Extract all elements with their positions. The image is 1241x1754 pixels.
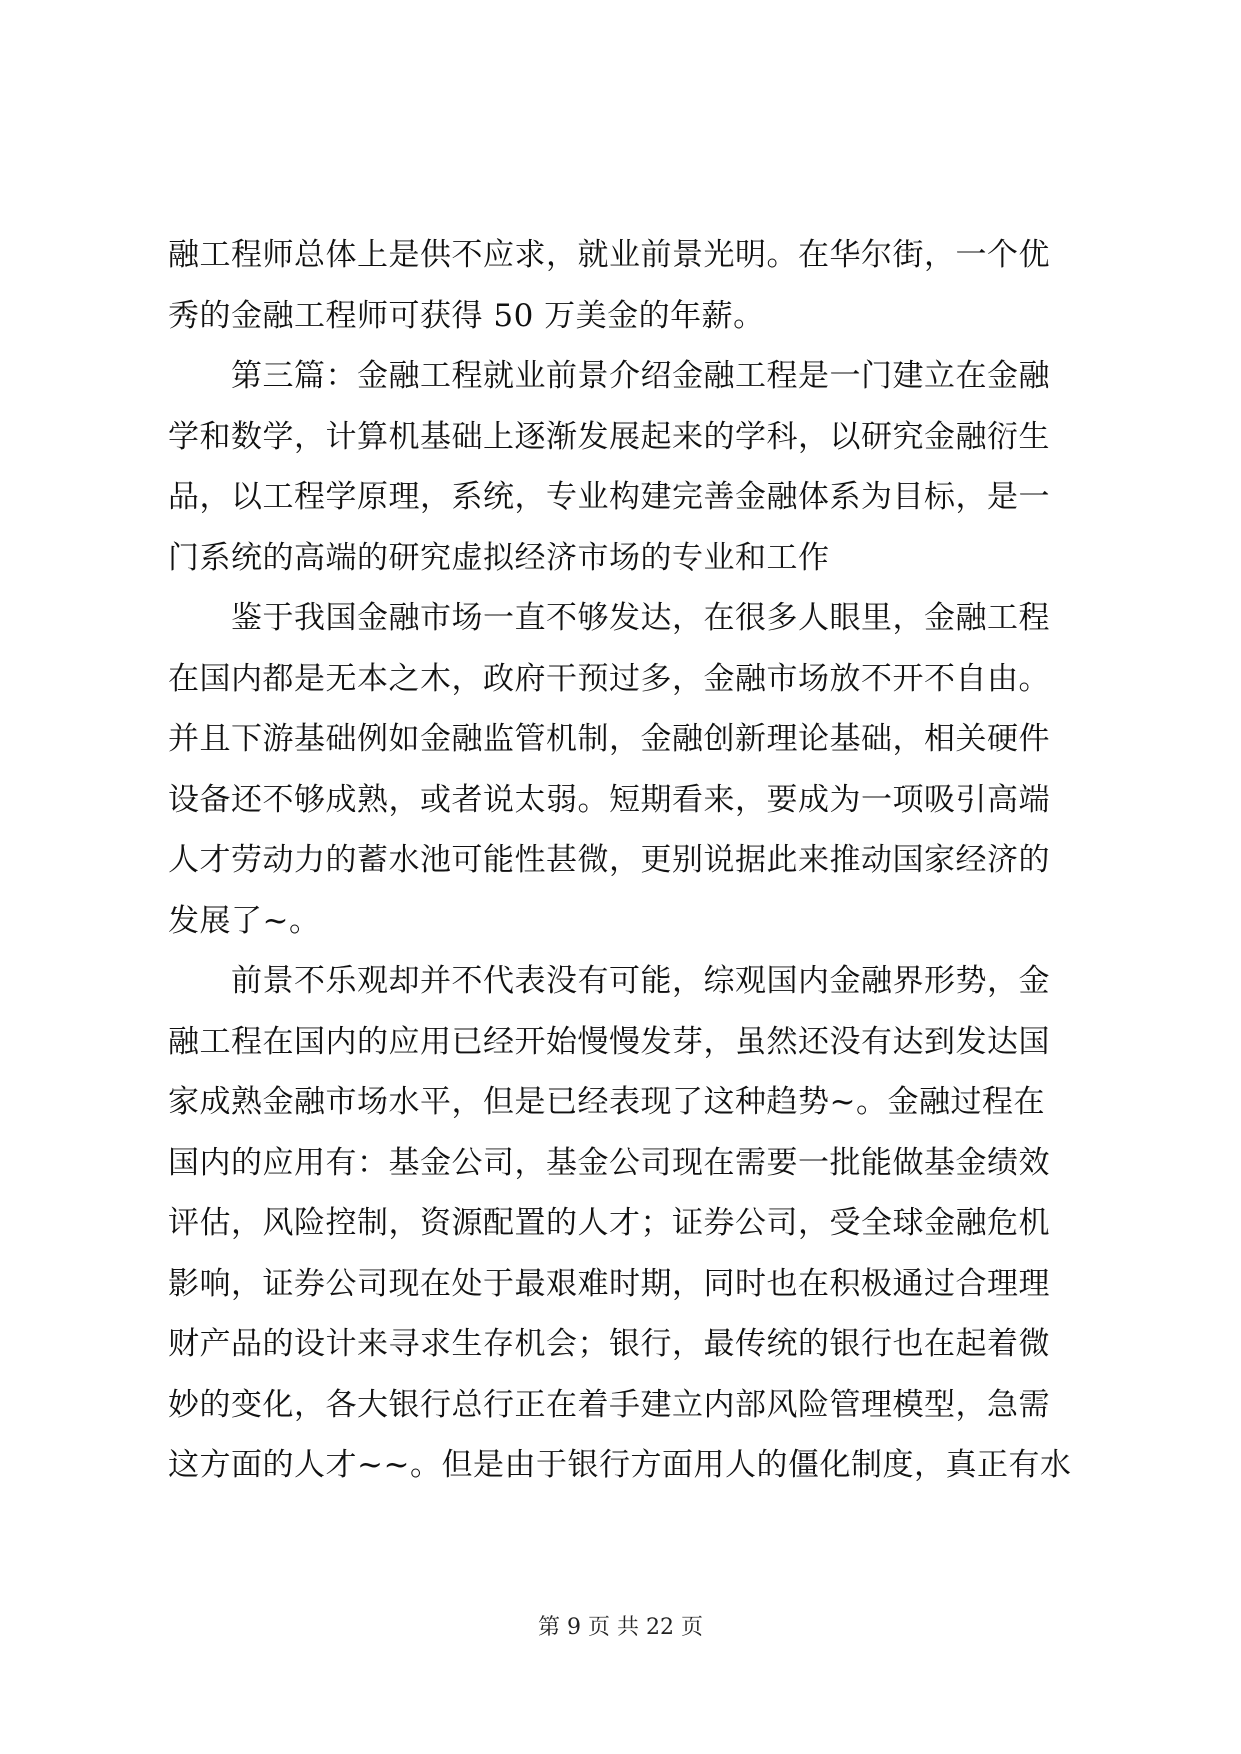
text-line: 这方面的人才~~。但是由于银行方面用人的僵化制度，真正有水: [168, 1447, 1072, 1483]
body-text: [168, 225, 1088, 1496]
text-line: 人才劳动力的蓄水池可能性甚微，更别说据此来推动国家经济的: [168, 842, 1050, 878]
text-line: 门系统的高端的研究虚拟经济市场的专业和工作: [168, 539, 830, 576]
text-line: 设备还不够成熟，或者说太弱。短期看来，要成为一项吸引高端: [168, 781, 1050, 818]
text-line: 妙的变化，各大银行总行正在着手建立内部风险管理模型，急需: [168, 1386, 1050, 1423]
text-line: 融工程在国内的应用已经开始慢慢发芽，虽然还没有达到发达国: [168, 1023, 1050, 1060]
text-line: 家成熟金融市场水平，但是已经表现了这种趋势~。金融过程在: [168, 1084, 1045, 1120]
text-line: 秀的金融工程师可获得 50 万美金的年薪。: [168, 297, 765, 334]
text-line: 前景不乐观却并不代表没有可能，综观国内金融界形势，金: [168, 963, 1050, 999]
text-line: 融工程师总体上是供不应求，就业前景光明。在华尔街，一个优: [168, 237, 1050, 273]
page-footer: [0, 1613, 1241, 1643]
text-line: 在国内都是无本之木，政府干预过多，金融市场放不开不自由。: [168, 660, 1050, 697]
text-line: 国内的应用有：基金公司，基金公司现在需要一批能做基金绩效: [168, 1144, 1050, 1181]
text-line: 鉴于我国金融市场一直不够发达，在很多人眼里，金融工程: [168, 600, 1050, 636]
text-line: 评估，风险控制，资源配置的人才；证券公司，受全球金融危机: [168, 1205, 1050, 1241]
text-line: 财产品的设计来寻求生存机会；银行，最传统的银行也在起着微: [168, 1326, 1050, 1362]
text-line: 发展了~。: [168, 902, 321, 939]
text-line: 影响，证券公司现在处于最艰难时期，同时也在积极通过合理理: [168, 1265, 1050, 1302]
text-line: 学和数学，计算机基础上逐渐发展起来的学科，以研究金融衍生: [168, 418, 1050, 455]
page-number-label: 第 9 页 共 22 页: [538, 1615, 703, 1640]
text-line: 并且下游基础例如金融监管机制，金融创新理论基础，相关硬件: [168, 721, 1050, 757]
text-line: 品，以工程学原理，系统，专业构建完善金融体系为目标，是一: [168, 479, 1050, 515]
text-line: 第三篇：金融工程就业前景介绍金融工程是一门建立在金融: [168, 358, 1050, 394]
